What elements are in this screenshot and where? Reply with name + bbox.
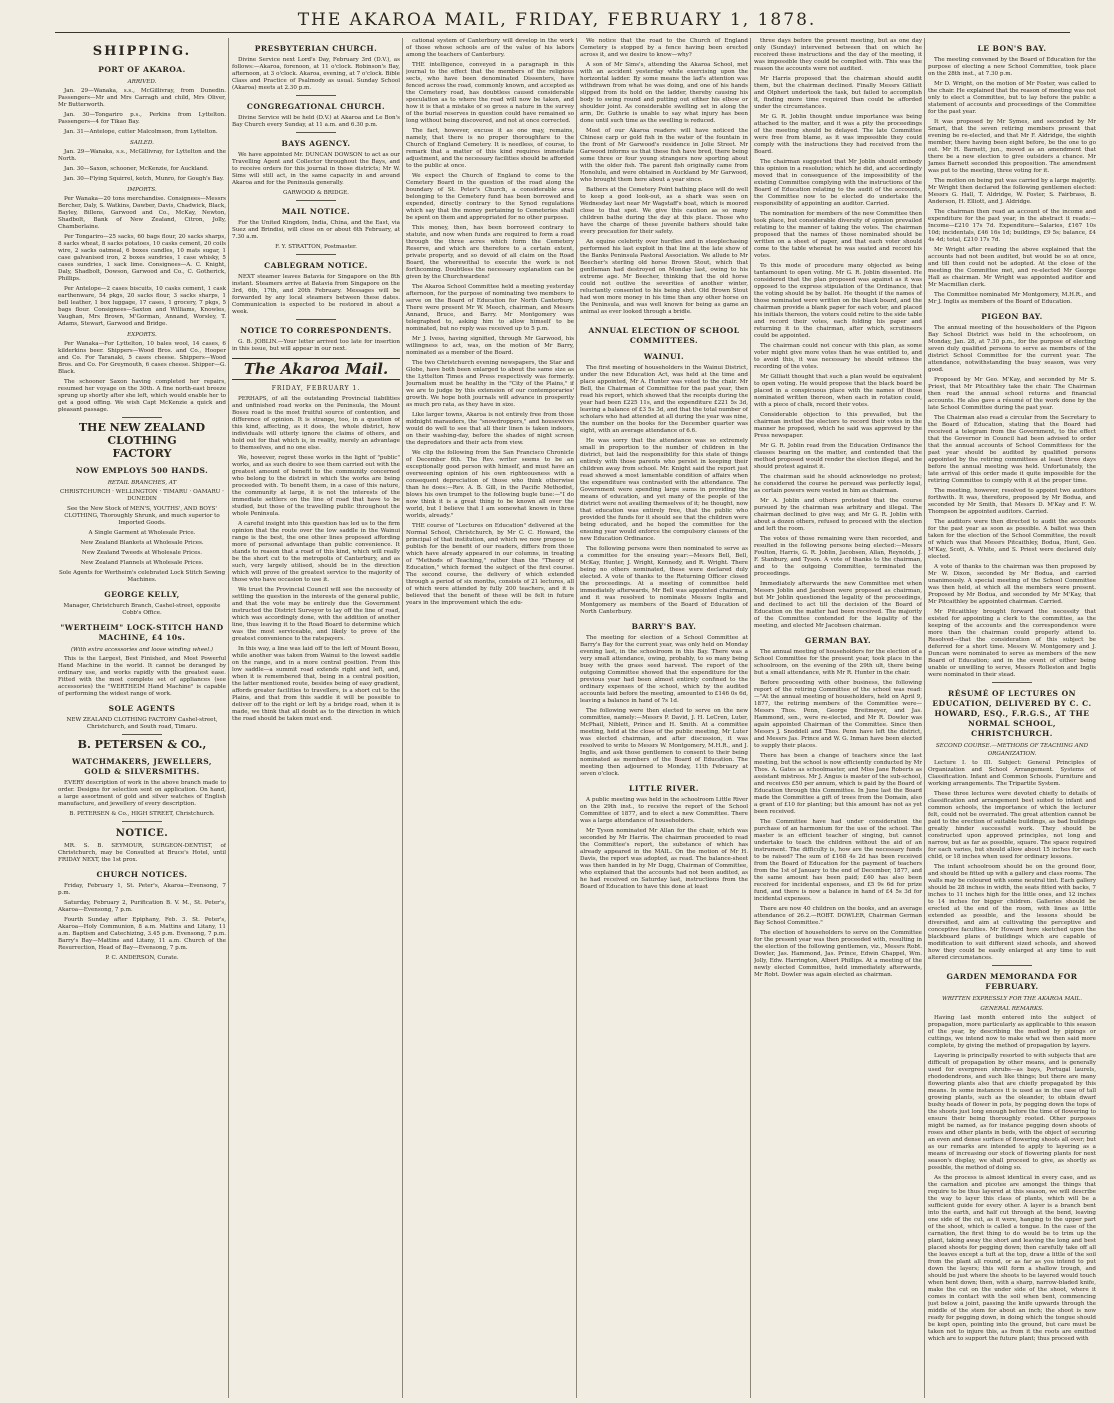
divider [296, 200, 336, 201]
sailed-heading: SAILED. [130, 140, 154, 146]
sailed-entry: Jan. 30—Saxon, schooner, McKenzie, for Auckland. [64, 166, 209, 172]
presbyterian-text: Divine Service next Lord's Day, February 3rd (D.V.), as follows:—Akaroa, forenoon, at 11 o'clock. Robinson's Bay, afternoon, at 3 o'clock. Akaroa, evening, at 7 o'clock. Bible Class and Practice of Psalmody as usual. Sunday School (Akaroa) meets at 2.30 p.m. [232, 57, 400, 91]
clothing-ad-subtitle: FACTORY [112, 447, 172, 460]
article-paragraph: The meeting, however, resolved to appoint two auditors forthwith. It was, therefore, proposed by Mr Bodua, and seconded by Mr Smith, that Messrs D. M'Kay and F. W. Thompson be appointed auditors. Carried. [928, 488, 1096, 515]
mail-text: For the United Kingdom, India, China, and the East, via Suez and Brindisi, will close on or about 6th February, at 7.30 a.m. [232, 220, 400, 240]
divider [296, 319, 336, 320]
pigeon-bay-heading: PIGEON BAY. [981, 312, 1043, 321]
divider [296, 254, 336, 255]
clothing-ad-agents: Sole Agents for Wertheim's celebrated Lock Stitch Sewing Machines. [58, 570, 226, 583]
article-paragraph: The chairman could not concur with this plan, as some voter might give more votes than he was entitled to, and to avoid this, it was necessary he should witness the recording of the votes. [754, 343, 922, 370]
congregational-heading: CONGREGATIONAL CHURCH. [246, 102, 386, 111]
article-paragraph: Mr G. R. Joblin read from the Education Ordinance the clauses bearing on the matter, and contended that the method proposed would render the election illegal, and he should protest against it. [754, 443, 922, 470]
imports-entry: Per Antelope—2 cases biscuits, 10 casks cement, 1 cask earthenware, 54 pkgs, 20 sacks flour, 3 sacks sharps, 1 bell leather, 1 box luggage, 17 cases, 1 grocery, 7 pkgs, 5 bags flour. Consignees—Saxton and Williams, Knowles, Vaughan, Mrs Brown, M'Gorman, Annand, Worsley, T. Adams, Stewart, Garwood and Bridge. [58, 286, 226, 327]
article-paragraph: The votes of those remaining were then recorded, and resulted in the following persons being elected:—Messrs Foulton, Harris, G. R. Joblin, Jacobsen, Allan, Reynolds, J. F. Stanbury, and Tyson. A vote of thanks to the chairman, and to the outgoing Committee, terminated the proceedings. [754, 536, 922, 577]
article-paragraph: The following were then elected to serve on the new committee, namely:—Messrs P. David, J. H. LeCren, Luter, McPhail, Niblett, Prince and H. Smith. At a committee meeting, held at the close of the public meeting, Mr Luter was elected chairman, and after discussion, it was resolved to write to Messrs W. Montgomery, M.H.R., and J. Inglis, and ask those gentlemen to consent to their being nominated as members of the Board of Education. The meeting then adjourned to Monday, 11th February at seven o'clock. [580, 708, 748, 777]
church-sign: P. C. ANDERSON, Curate. [105, 955, 179, 961]
editorial-paragraph: We, however, regret these works in the light of "public" works, and as such desire to see them carried out with the greatest amount of benefit to the community concerned who belong to the district in which the works are being proceeded with. To benefit them, in a case of this nature, the community at large, it is not the interests of the immediate settlers on the line of road that have to be studied, but those of the travelling public throughout the whole Peninsula. [232, 455, 400, 517]
article-paragraph: Mr Harris proposed that the chairman should audit them, but the chairman declined. Finally Messrs Gilliatt and Olphert undertook the task, but failed to accomplish it, finding more time required than could be afforded under the circumstances. [754, 76, 922, 110]
article-paragraph: The first meeting of householders in the Wainui District, under the new Education Act, was held at the time and place appointed, Mr A. Hunter was voted to the chair. Mr Bell, the Chairman of Committee for the past year, then read his report, which showed that the receipts during the year had been £225 11s, and the expenditure £221 5s 3d, leaving a balance of £3 5s 3d, and that the total number of scholars who had attended at all during the year was nine, the number on the books for the December quarter was eight, with an average attendance of 6.6. [580, 365, 748, 434]
petersen-ad-sign: B. PETERSEN & Co., HIGH STREET, Christchurch. [69, 811, 215, 817]
article-paragraph: Having last month entered into the subject of propagation, more particularly as applicable to this season of the year, by describing the method by pipings or cuttings, we intend now to make what we then said more complete, by giving the method of propagation by layers. [928, 1015, 1096, 1049]
article-paragraph: Mr Tyson nominated Mr Allan for the chair, which was seconded by Mr Harris. The chairman proceeded to read the Committee's report, the substance of which has already appeared in the MAIL. On the motion of Mr H. Davis, the report was adopted, as read. The balance-sheet was then handed in by Mr Dugg, Chairman of Committee, who explained that the accounts had not been audited, as he had received on Saturday last, instructions from the Board of Education to have this done at least [580, 828, 748, 890]
article-paragraph: cational system of Canterbury will develop in the work of those whose schools are of the value of his labors among the teachers of Canterbury. [406, 38, 574, 58]
column-4 [580, 38, 748, 1398]
dateline: FRIDAY, FEBRUARY 1. [271, 385, 361, 392]
garden-heading: GARDEN MEMORANDA FOR FEBRUARY. [946, 972, 1078, 991]
article-paragraph: To this mode of procedure many objected as being tantamount to open voting. Mr G. R. Joblin dissented. He considered that the plan proposed was against as it was opposed to the express stipulation of the Ordinance, that the voting should be by ballot. He thought if the names of those nominated were written on the black board, and the chairman provide a blank paper for each voter, and placed his initials thereon, the voters could retire to the side table and record their votes, each folding his paper and returning it to the chairman, after which, scrutineers could be appointed. [754, 263, 922, 339]
resume-subheading: SECOND COURSE.—METHODS OF TEACHING AND ORGANIZATION. [935, 743, 1089, 757]
article-paragraph: Mr D. Wright, on the motion of Mr Foster, was called to the chair. He explained that the reason of meeting was not only to elect a Committee, but to lay before the public a statement of accounts and proceedings of the Committee for the past year. [928, 81, 1096, 115]
column-2 [232, 38, 400, 1398]
article-paragraph: Mr Wright after reading the above explained that the accounts had not been audited, but would be so at once, and till then could not be adopted. At the close of the meeting the Committee met, and re-elected Mr George Hall as chairman. Mr Wright was appointed auditor and Mr Macmillan clerk. [928, 247, 1096, 288]
clothing-ad-address: Manager, Christchurch Branch, Cashel-street, opposite Cobb's Office. [63, 603, 221, 616]
article-paragraph: The Committee nominated Mr Montgomery, M.H.R., and Mr J. Inglis as members of the Board of Education. [928, 292, 1096, 305]
article-paragraph: The nomination for members of the new Committee then took place, but considerable diversity of opinion prevailed relating to the manner of taking the votes. The chairman proposed that the names of those nominated should be written on a sheet of paper, and that each voter should come to the table whereat he was seated and record his votes. [754, 211, 922, 259]
garden-subheading: WRITTEN EXPRESSLY FOR THE AKAROA MAIL. [941, 996, 1083, 1002]
article-paragraph: Proposed by Mr Geo. M'Kay, and seconded by Mr S. Priest, that Mr Pitcaithley take the chair. The Chairman then read the annual school returns and financial accounts. He also gave a résumé of the work done by the late School Committee during the past year. [928, 377, 1096, 411]
article-paragraph: The following persons were then nominated to serve as a committee for the ensuing year:—Messrs Bell, Bell, McKay, Hunter, J. Wright, Kennedy, and R. Wright. There being no others nominated, these were declared duly elected. A vote of thanks to the Returning Officer closed the proceedings. At a meeting of committee held immediately afterwards, Mr Bell was appointed chairman, and it was resolved to nominate Messrs Inglis and Montgomery as members of the Board of Education of North Canterbury. [580, 546, 748, 615]
article-paragraph: We notice that the road to the Church of England Cemetery is stopped by a fence having been erected across it, and we desire to know—why? [580, 38, 748, 58]
article-paragraph: An equine celebrity over hurdles and in steeplechasing performed his last exploit in that line at the late show of the Banks Peninsula Pastoral Association. We allude to Mr Beecher's sterling old horse Brown Stout, which that gentleman had destroyed on Monday last, owing to his extreme age. Mr Beecher, thinking that the old horse could not outlive the severities of another winter, reluctantly consented to his being shot. Old Brown Stout had won more money in his time than any other horse on the Peninsula, and was well known for being as game an animal as ever looked through a bridle. [580, 239, 748, 315]
clothing-ad-employs: NOW EMPLOYS 500 HANDS. [75, 466, 209, 475]
clothing-ad-stock: See the New Stock of MEN'S, YOUTHS', AND BOYS' CLOTHING, Thoroughly Shrunk, and much superior to Imported Goods. [64, 506, 220, 526]
imports-entry: Per Tongariro—25 sacks, 60 bags flour, 20 sacks sharps, 8 sacks wheat, 8 sacks potatoes, 10 casks cement, 20 coils wire, 2 sacks oatmeal, 6 boxes candles, 10 mats sugar, 1 case galvanised iron, 2 boxes sundries, 1 case whisky, 5 cases sundries, 1 sack lime. Consignees—A. C. Knight, Daly, Shadbolt, Dowson, Garwood and Co., C. Gotherick, Phillips. [58, 234, 226, 282]
article-paragraph: He was sorry that the attendance was so extremely small in proportion to the number of children in the district, but laid the responsibility for this state of things entirely with those parents who persist in keeping their children away from school. Mr. Knight said the report just read showed a most lamentable condition of affairs when the expenditure was contrasted with the attendance. The Government were spending large sums in providing the means of education, and yet many of the people of the district were not availing themselves of it; he thought, now that education was entirely free, that the public who provided the funds for it should see that the children were being educated, and he hoped the committee for the ensuing year would enforce the compulsory clauses of the new Education Ordinance. [580, 438, 748, 542]
article-paragraph: The Committee have had under consideration the purchase of an harmonium for the use of the school. The master is an efficient teacher of singing, but cannot undertake to teach the children without the aid of an instrument. The difficulty is, how are the necessary funds to be raised? The sum of £168 4s 2d has been received from the Board of Education for the payment of teachers from the 1st of January to the end of December, 1877, and the same amount has been paid; £40 has also been received for incidental expenses, and £5 9s 6d for prize fund, and there is now a balance in hand of £4 5s 3d for incidental expenses. [754, 819, 922, 902]
clothing-ad-line: New Zealand Blankets at Wholesale Prices. [80, 540, 204, 546]
article-paragraph: Most of our Akaroa readers will have noticed the Chinese carp or gold fish in the water of the fountain in the front of Mr Garwood's residence in Jolie Street. Mr Garwood informs us that these fish have bred, there being some three or four young strangers now sporting about with the older fish. The parent fish originally came from Honolulu, and were obtained in Auckland by Mr Garwood, who brought them here about a year since. [580, 128, 748, 183]
le-bons-bay-heading: LE BON'S BAY. [977, 44, 1047, 53]
article-paragraph: Mr G. R. Joblin thought undue importance was being attached to the matter, and it was a pity the proceedings of the meeting should be delayed. The late Committee were free from blame, as it was impossible they could comply with the instructions they had received from the Board. [754, 114, 922, 155]
shipping-note: The schooner Saxon having completed her repairs, resumed her voyage on the 30th. A fine north-east breeze sprung up shortly after she left, which would enable her to get a good offing. We wish Capt McKenzie a quick and pleasant passage. [58, 379, 226, 413]
article-paragraph: The chairman suggested that Mr Joblin should embody this opinion in a resolution; which he did, and accordingly moved that in consequence of the impossibility of the existing Committee complying with the instructions of the Board of Education relating to the audit of the accounts, the Committee now to be elected do undertake the responsibility of appointing an auditor. Carried. [754, 159, 922, 207]
divider [122, 417, 162, 418]
annual-election-heading: ANNUAL ELECTION OF SCHOOL COMMITTEES. [588, 326, 740, 345]
arrived-entry: Jan. 29—Wanaka, s.s., McGillivray, from Dunedin. Passengers—Mr and Mrs Carragh and child, Mrs Oliver, Mr Butterworth. [58, 88, 226, 108]
article-paragraph: Immediately afterwards the new Committee met when Messrs Joblin and Jacobson were proposed as chairman, but Mr Joblin questioned the legality of the proceedings, and declined to act till the decision of the Board of Education on the matter had been received. The majority of the Committee contended for the legality of the meeting, and elected Mr Jacobsen chairman. [754, 581, 922, 629]
article-paragraph: The chairman said he should acknowledge no protest; he considered the course he persued was perfectly legal, as certain powers were vested in him as chairman. [754, 474, 922, 494]
petersen-ad-subtitle: WATCHMAKERS, JEWELLERS, GOLD & SILVERSMITHS. [71, 757, 213, 776]
article-paragraph: Considerable objection to this prevailed, but the chairman invited the electors to record their votes in the manner he proposed, which he said was approved by the Press newspaper. [754, 412, 922, 439]
bays-sign: GARWOOD & BRIDGE. [283, 190, 349, 196]
presbyterian-heading: PRESBYTERIAN CHURCH. [254, 44, 378, 53]
wertheim-ad-text: This is the Largest, Best Finished, and Most Powerful Hand Machine in the world. It cannot be deranged by ordinary use, and works rapidly with the greatest ease. Fitted with the most complete set of appliances (see accessories) the "WERTHEIM Hand Machine" is capable of performing the widest range of work. [58, 656, 226, 697]
editorial-paragraph: In this way, a line was laid off to the left of Mount Bossu, while another was taken from Wainui to the lowest saddle on the range, and in a more central position. From this low saddle—a summit road extends right and left, and, when it is remembered that, being in a central position, the latter mentioned route, besides being of easy gradient, affords greater facilities to travellers, is a short cut to the Plains, and that from this saddle it will be possible to deliver off to the right or left by a bridge road, when it is made, we think that all doubt as to the direction in which the road should be taken must end. [232, 646, 400, 722]
wertheim-ad-sub: (With extra accessories and loose winding wheel.) [70, 647, 214, 653]
article-paragraph: These three lectures were devoted chiefly to details of classification and arrangement best suited to infant and common schools, the importance of which the lecturer felt, could not be overrated. The great attention cannot be paid to the erection of suitable buildings, as bad buildings greatly hinder successful work. They should be constructed upon approved principles, not long and narrow, but as far as possible, square. The space required for each varies, but should allow about 15 inches for each child, or 18 inches when used for ordinary lessons. [928, 791, 1096, 860]
article-paragraph: The meeting convened by the Board of Education for the purpose of electing a new School Committee, took place on the 28th inst., at 7.30 p.m. [928, 57, 1096, 77]
article-paragraph: As the process is almost identical in every case, and as the carnation and picotee are amongst the things that require to be thus layered at this season, we will describe the way to layer this class of plants, which will be a sufficient guide for every other. A layer is a branch bent into the earth, and half cut through at the bend, leaving one side of the cut, as it were, hanging to the upper part of the shoot, which is called a tongue. In the case of the carnation, the first thing to do would be to trim up the plant, taking away the short and leaving the long and best placed shoots for pegging down; then carefully take off all the leaves except a tuft at the top, draw a little of the soil from the plant all round, or as far as you intend to put down the layers; this will form a shallow trough, and should be just where the shoots to be layered would touch when bent down; then, with a sharp, narrow-bladed knife, make the cut on the under side of the shoot, where it comes in contact with the soil when bent, commencing just below a joint, passing the knife upwards through the middle of the stem for about an inch; the shoot is now ready for pegging down, in doing which the tongue should be kept open, pointing into the ground, but care must be taken not to injure this, as from it the roots are emitted which are to support the future plant; thus proceed with [928, 1175, 1096, 1342]
garden-general-heading: GENERAL REMARKS. [980, 1006, 1044, 1012]
sailed-entry: Jan. 30—Flying Squirrel, ketch, Munro, for Gough's Bay. [64, 176, 224, 182]
column-rule [402, 38, 403, 1398]
wertheim-ad-title: "WERTHEIM" LOCK-STITCH HAND MACHINE, £4 10s. [60, 623, 224, 642]
divider [122, 821, 162, 822]
imports-entry: Per Wanaka—20 tons merchandise. Consignees—Messrs Bercher, Daly, S. Watkins, Dawber, Davis, Chadwick, Black, Bayley, Billens, Garwood and Co., McKay, Newton, Shadbolt, Bank of New Zealand, Citron, Jolly, Chamberlaine. [58, 196, 226, 230]
mail-heading: MAIL NOTICE. [281, 207, 351, 216]
mail-sign: F. Y. STRATTON, Postmaster. [275, 244, 357, 250]
shipping-heading: SHIPPING. [92, 44, 192, 59]
clothing-ad-title: THE NEW ZEALAND CLOTHING [78, 421, 206, 447]
article-paragraph: The two Christchurch evening newspapers, the Star and Globe, have both been enlarged to about the same size as the Lyttelton Times and Press respectively was formerly. Journalism must be healthy in the "City of the Plains," if we are to judge by this extension of our contemporaries' growth. We hope both journals will advance in prosperity as much pro rata, as they have in size. [406, 360, 574, 408]
arrived-entry: Jan. 31—Antelope, cutter Malcolmson, from Lyttelton. [64, 129, 218, 135]
article-paragraph: It was proposed by Mr Symes, and seconded by Mr Smart, that the seven retiring members present that evening be re-elected, and that Mr F. Aldridge, the eighth member, there having been eight before, be the one to go out. Mr H. Barnett, jun., moved as an amendment that there be a new election to give outsiders a chance. Mr James Barnett seconded this proposition. The amendment was put to the meeting, three voting for it. [928, 119, 1096, 174]
article-paragraph: The Akaroa School Committee held a meeting yesterday afternoon, for the purpose of nominating two members to serve on the Board of Education for North Canterbury. There were present Mr W. Meech, chairman, and Messrs Annand, Bruce, and Barry. Mr Montgomery was telegraphed to, asking him to allow himself to be nominated, but no reply was received up to 5 p.m. [406, 284, 574, 332]
exports-entry: Per Wanaka—For Lyttelton, 10 bales wool, 14 cases, 6 kilderkins beer. Shippers—Wood Bros. and Co., Hooper and Co. For Taranaki, 5 cases cheese. Shippers—Wood Bros. and Co. For Greymouth, 6 cases cheese. Shipper—G. Black. [58, 341, 226, 375]
masthead: THE AKAROA MAIL, FRIDAY, FEBRUARY 1, 1878. [297, 10, 817, 30]
arrived-entry: Jan. 30—Tongariro p.s., Perkins from Lyttelton. Passengers—4 for Tikao Bay. [58, 112, 226, 125]
article-paragraph: Mr A. Joblin and others protested that the course pursued by the chairman was arbitrary and illegal. The chairman declined to give way, and Mr G. R. Joblin with about a dozen others, refused to proceed with the election and left the room. [754, 498, 922, 532]
church-heading: CHURCH NOTICES. [96, 870, 188, 879]
article-paragraph: Mr J. Ivess, having signified, through Mr Garwood, his willingness to act, was, on the motion of Mr Barry, nominated as a member of the Board. [406, 336, 574, 356]
petersen-ad-text: EVERY description of work in the above branch made to order. Designs for selection sent on application. On hand, a large assortment of gold and silver watches of English manufacture, and jewellery of every description. [58, 780, 226, 807]
petersen-ad-title: B. PETERSEN & CO., [77, 738, 207, 751]
column-rule [576, 38, 577, 1398]
clothing-ad-manager: GEORGE KELLY, [104, 590, 180, 599]
divider [296, 132, 336, 133]
factory-address: NEW ZEALAND CLOTHING FACTORY Cashel-street, Christchurch, and South road, Timaru. [66, 717, 218, 730]
column-5 [754, 38, 922, 1398]
clothing-ad-line: New Zealand Flannels at Wholesale Prices. [80, 560, 204, 566]
clothing-ad-branches: CHRISTCHURCH · WELLINGTON · TIMARU · OAMARU · DUNEDIN [60, 489, 224, 502]
article-paragraph: The motion on being put was carried by a large majority. Mr Wright then declared the following gentlemen elected: Messrs G. Hall, T. Aldridge, W. Foster, S. Fairbrass, B. Anderson, H. Elliott, and J. Aldridge. [928, 178, 1096, 205]
little-river-heading: LITTLE RIVER. [629, 784, 699, 793]
correspondents-heading: NOTICE TO CORRESPONDENTS. [240, 326, 392, 335]
church-entry: Friday, February 1, St. Peter's, Akaroa—Evensong, 7 p.m. [58, 883, 226, 896]
article-paragraph: This money, then, has been borrowed contrary to statute, and now when funds are required to form a road through the three acres which form the Cemetery Reserve, and which are therefore to a certain extent, private property, and so devoid of all claim on the Road Board, the wherewithal to execute the work is not forthcoming. Doubtless the necessary explanation can be given by the Churchwardens! [406, 225, 574, 280]
divider [296, 95, 336, 96]
notice-text: MR. S. B. SEYMOUR, SURGEON-DENTIST, of Christchurch, may be Consulted at Bruce's Hotel, until FRIDAY NEXT, the 1st prox. [58, 843, 226, 863]
port-heading: PORT OF AKAROA. [98, 65, 186, 74]
german-bay-heading: GERMAN BAY. [804, 636, 872, 645]
imports-heading: IMPORTS. [127, 187, 157, 193]
article-paragraph: Lecture I. to III. Subject: General Principles of Organization and School Arrangement. Systems of Classification. Infant and Common Schools. Furniture and working arrangements. The Tripartite System. [928, 760, 1096, 787]
article-paragraph: A vote of thanks to the chairman was then proposed by Mr W. Dixon, seconded by Mr Bodua, and carried unanimously. A special meeting of the School Committee was then held, at which all the members were present. Proposed by Mr Bodua, and seconded by Mr M'Kay, that Mr Pitcaithley be appointed chairman. Carried. [928, 564, 1096, 605]
column-rule [228, 38, 229, 1398]
masthead-rule [55, 32, 1070, 33]
article-paragraph: The annual meeting of householders for the election of a School Committee for the present year, took place in the schoolroom, on the evening of the 29th ult, there being but a small attendance, with Mr R. Hunter in the chair. [754, 649, 922, 676]
editorial-paragraph: We trust the Provincial Council will see the necessity of settling the question in the interests of the general public, and that the vote may be entirely due the Government instructed the District Surveyor to lay off the line of road, which was accordingly done, with the addition of another line, thus leaving it to the Road Board to determine which was the most serviceable, and likely to prove of the greatest convenience to the ratepayers. [232, 587, 400, 642]
article-paragraph: The chairman then read an account of the income and expenditure for the past year, in the abstract it reads:—Income—£210 17s 7d. Expenditure—Salaries, £167 10s 10d; incidentals, £46 16s 1d; buildings, £9 5s; balance, £4 4s 4d; total, £210 17s 7d. [928, 209, 1096, 243]
arrived-heading: ARRIVED. [127, 79, 157, 85]
bays-text: We have appointed Mr. DUNCAN DOWSON to act as our Travelling Agent and Collector throughout the Bays, and to receive orders for this journal in those districts; Mr W. Sims will still act, in the same capacity in and around Akaroa and for the Peninsula generally. [232, 152, 400, 186]
cable-text: NEXT steamer leaves Batavia for Singapore on the 8th instant. Steamers arrive at Batavia from Singapore on the 3rd, 6th, 17th, and 20th February. Messages will be forwarded by any local steamers between these dates. Communication is expected to be restored in about a week. [232, 274, 400, 315]
notice-heading: NOTICE. [115, 828, 169, 839]
clothing-ad-retail: RETAIL BRANCHES, AT [107, 480, 177, 486]
article-paragraph: A public meeting was held in the schoolroom Little River on the 29th inst., to receive the report of the School Committee of 1877, and to elect a new Committee. There was a large attendance of householders. [580, 797, 748, 824]
column-1 [58, 38, 226, 1398]
wainui-heading: WAINUI. [643, 352, 685, 361]
paper-title: The Akaroa Mail. [232, 358, 400, 380]
article-paragraph: We clip the following from the San Francisco Chronicle of December 6th. The Rev. writer seems to be an exceptionally good person with himself, and must have an overweening opinion of his own righteousness with a consequent depreciation of those who think otherwise than he does:—Rev. A. B. Gill, in the Pacific Methodist, blows his own trumpet to the following bugle tune:—"I do now think it is a great thing to be known all over the world, but I believe that I am somewhat known in three worlds, already." [406, 450, 574, 519]
clothing-ad-line: A Single Garment at Wholesale Price. [88, 530, 196, 536]
article-paragraph: A son of Mr Sims's, attending the Akaroa School, met with an accident yesterday while exercising upon the horizontal ladder. By some means the lad's attention was withdrawn from what he was doing, and one of his hands slipped from its hold on the ladder, thereby causing his body to swing round and putting out either his elbow or shoulder joint. As considerable swelling set in along the arm, Dr. Guthrie is unable to say what injury has been done until such time as the swelling is reduced. [580, 62, 748, 124]
bays-heading: BAYS AGENCY. [281, 139, 351, 148]
column-rule [750, 38, 751, 1398]
article-paragraph: The Chairman also read a circular from the Secretary to the Board of Education, stating that the Board had received a telegram from the Government, to the effect that the Governor in Council had been advised to order that the annual accounts of School Committees for the past year should be audited by qualified persons appointed by the retiring committees at least three days before the annual meeting was held. Unfortunately, the late arrival of this order made it quite impossible for the retiring Committee to comply with it at the proper time. [928, 415, 1096, 484]
column-6 [928, 38, 1096, 1398]
article-paragraph: There has been a change of teachers since the last meeting, but the school is now efficiently conducted by Mr Thos. A. Gates as schoolmaster, and Miss Jane Roberts as assistant mistress. Mr J. Angus is master of the sub-school, and receives £50 per annum, which is paid by the Board of Education through this Committee. In June last the Board made the Committee a gift of trees from the Domain, also a grant of £10 for planting; but this amount has not as yet been received. [754, 753, 922, 815]
article-paragraph: Bathers at the Cemetery Point bathing place will do well to keep a good look-out, as a shark was seen on Wednesday last near Mr Wagstaff's boat, which is moored close to that spot. We give this caution as so many children bathe during the day at this place. Those who have the charge of these juvenile bathers should take every precaution for their safety. [580, 187, 748, 235]
divider [644, 319, 684, 320]
clothing-ad-line: New Zealand Tweeds at Wholesale Prices. [81, 550, 203, 556]
article-paragraph: Mr Gilliatt thought that such a plan would be equivalent to open voting. He would propose that the black board be placed in a conspicuous place with the names of those nominated written thereon, when each in rotation could, with a piece of chalk, record their votes. [754, 374, 922, 408]
article-paragraph: The annual meeting of the householders of the Pigeon Bay School District was held in the schoolroom, on Monday, Jan. 28, at 7.30 p.m., for the purpose of electing seven duly qualified persons to serve as members of the district School Committee for the current year. The attendance, notwithstanding the busy season, was very good. [928, 325, 1096, 373]
church-entry: Fourth Sunday after Epiphany, Feb. 3. St. Peter's, Akaroa—Holy Communion, 8 a.m. Mattins and Litany, 11 a.m. Baptism and Catechizing, 3.45 p.m. Evensong, 7 p.m. Barry's Bay—Mattins and Litany, 11 a.m. Church of the Resurrection, Head of Bay—Evensong, 7 p.m. [58, 917, 226, 951]
divider [122, 734, 162, 735]
article-paragraph: Mr Pitcaithley brought forward the necessity that existed for appointing a clerk to the committee, as the keeping of the accounts and the correspondence were more than the chairman could properly attend to. Resolved—that the consideration of this subject be deferred for a short time. Messrs W. Montgomery and J. Duncan were nominated to serve as members of the new Board of Education; and in the event of either being unable or unwilling to serve, Messrs Rolleston and Inglis were nominated in their stead. [928, 609, 1096, 678]
column-rule [924, 38, 925, 1398]
sole-agents: SOLE AGENTS [108, 704, 176, 713]
church-entry: Saturday, February 2, Purification B. V. M., St. Peter's, Akaroa—Evensong, 7 p.m. [58, 900, 226, 913]
article-paragraph: The fact, however, excuse it as one may, remains, namely, that there is no proper thoroughfare to the Church of England Cemetery. It is needless, of course, to remark that a matter of this kind requires immediate adjustment, and the necessary facilities should be afforded to the public at once. [406, 128, 574, 169]
editorial-paragraph: A careful insight into this question has led us to the firm opinion that the route over the low saddle in the Wainui range is the best, the one other lines proposed affording more of personal advantage than public convenience. It stands to reason that a road of this kind, which will really be the short cut to the metropolis of Canterbury, and as such, very largely utilised, should be in the direction which will prove of the greatest service to the majority of those who have occasion to use it. [232, 521, 400, 583]
exports-heading: EXPORTS. [127, 332, 157, 338]
divider [992, 965, 1032, 966]
divider [992, 682, 1032, 683]
article-paragraph: three days before the present meeting, but as one day only (Sunday) intervened between that on which he received these instructions and the day of the meeting, it was impossible they could be complied with. This was the reason the accounts were not audited. [754, 38, 922, 72]
article-paragraph: There are now 40 children on the books, and an average attendance of 26.2.—ROBT. DOWLER, Chairman German Bay School Committee." [754, 906, 922, 926]
article-paragraph: Layering is principally resorted to with subjects that are difficult of propagation by other means, and is generally used for evergreen shrubs—as bays, Portugal laurels, rhododendrons, and such like things; but there are many flowering plants also that are chiefly propagated by this means. In some instances it is used as in the case of tall growing plants, such as the oleander, to obtain dwarf bushy heads of flower in pots, by pegging down the tops of the shoots just long enough before the time of flowering to ensure their being thoroughly rooted. Other purposes might be named, as for instance pegging down shoots of roses and other plants in beds, with the object of securing an even and dense surface of flowering shoots all over; but as our remarks are intended to apply to layering as a means of increasing our stock of flowering plants for next season's display, we shall proceed to give, as shortly as possible, the method of doing so. [928, 1053, 1096, 1171]
article-paragraph: The election of householders to serve on the Committee for the present year was then proceeded with, resulting in the election of the following gentlemen, viz., Messrs Robt. Dowler, Jas. Hammond, Jas. Prince, Edwin Chappel, Wm. Jolly, Edw. Harrington, Albert Phillips. At a meeting of the newly elected Committee, held immediately afterwards, Mr Robt. Dowler was again elected as chairman. [754, 930, 922, 978]
sailed-entry: Jan. 29—Wanaka, s.s., McGillivray, for Lyttelton and the North. [58, 149, 226, 162]
article-paragraph: Before proceeding with other business, the following report of the retiring Committee of the school was read:—"At the annual meeting of householders, held on April 9, 1877, the retiring members of the Committee were—Messrs Thos. Penn, George Breitmeyer, and Jas. Hammond, sen., were re-elected, and Mr R. Dowler was again appointed Chairman of the Committee. Since then Messrs J. Snoddell and Thos. Penn have left the district, and Messrs Jas. Prince and W. G. Inman have been elected to supply their places. [754, 680, 922, 749]
article-paragraph: THE course of "Lectures on Education" delivered at the Normal School, Christchurch, by Mr C. C. Howard, the principal of that institution, and which we now propose to publish for the benefit of our readers, differs from those which have already appeared in our columns, in treating of "Methods of Teaching," rather than the "Theory of Education," which formed the subject of the first course. The second course, the delivery of which extended through a period of six months, consists of 21 lectures, all of which were attended by fully 200 teachers, and it is believed that the benefit of these will be felt in future years in the improvement which the edu- [406, 523, 574, 606]
article-paragraph: Like larger towns, Akaroa is not entirely free from those midnight marauders, the "snowdroppers," and housewives would do well to see that all their linen is taken indoors, on their washing-day, before the shades of night screen the depredators and their acts from view. [406, 412, 574, 446]
congregational-text: Divine Service will be held (D.V.) at Akaroa and Le Bon's Bay Church every Sunday, at 11 a.m. and 6.30 p.m. [232, 115, 400, 128]
barrys-bay-heading: BARRY'S BAY. [631, 622, 697, 631]
article-paragraph: The auditors were then directed to audit the accounts for the past year as soon as possible. A ballot was then taken for the election of the School Committee, the result of which was that Messrs Pitcaithley, Bodua, Hunt, Geo. M'Kay, Scott, A. White, and S. Priest were declared duly elected. [928, 519, 1096, 560]
article-paragraph: THE intelligence, conveyed in a paragraph in this journal to the effect that the members of the religious sects, who have been denominated Dissenters, have fenced across the road, commonly known, and accepted as the Cemetery road, has doubtless caused considerable speculation as to where the road will now be taken, and how it is that a mistake of so gross a nature in the survey of the burial reserves in question could have remained so long without being discovered, and not at once corrected. [406, 62, 574, 124]
correspondents-text: G. B. JOBLIN.—Your letter arrived too late for insertion in this issue, but will appear in our next. [232, 339, 400, 352]
article-paragraph: We expect the Church of England to come to the Cemetery Board in the question of the road along the boundary of St. Peter's Church, a considerable area belonging to the Cemetery fund has been borrowed and expended, directly contrary to the Synod regulations which say that the money pertaining to Cemeteries shall be spent on them and appropriated for no other purpose. [406, 173, 574, 221]
resume-heading: RÉSUMÉ OF LECTURES ON EDUCATION, DELIVERED BY C. C. HOWARD, ESQ., F.R.G.S., AT THE NORMAL SCHOOL, CHRISTCHURCH. [932, 689, 1092, 738]
article-paragraph: The meeting for election of a School Committee at Barry's Bay for the current year, was only held on Monday evening last, in the schoolroom in this Bay. There was a very small attendance, owing, probably, to so many being busy with the grass seed harvest. The report of the outgoing Committee showed that the expenditure for the previous year had been almost entirely confined to the ordinary expenses of the school, which by the audited accounts laid before the meeting, amounted to £146 0s 6d, leaving a balance in hand of 7s 1d. [580, 635, 748, 704]
cable-heading: CABLEGRAM NOTICE. [264, 261, 368, 270]
article-paragraph: The infant schoolroom should be on the ground floor, and should be fitted up with a gallery and class rooms. The walls may be coloured with some neutral tint. Each gallery should be 28 inches in width, the seats fitted with backs, 7 inches to 11 inches high for the little ones, and 12 inches to 14 inches for bigger children. Galleries should be erected at the end of the room, with lines as little extended as possible, and the lessons should be diversified, and aim at cultivating the perceptive and conceptive faculties. Mr Howard here sketched upon the blackboard plans of buildings which are capable of modification to suit different sized schools, and showed how they could be easily enlarged at any time to suit altered circumstances. [928, 864, 1096, 961]
editorial-paragraph: PERHAPS, of all the outstanding Provincial liabilities and unfinished road works on the Peninsula, the Mount Bossu road is the most fruitful source of contention, and difference of opinion. It is strange, too, in a question of this kind, affecting, as it does, the whole district, how individuals will utterly ignore the claims of others, and hold out for that which is, in reality, merely an advantage to themselves, and no one else. [232, 396, 400, 451]
column-3 [406, 38, 574, 1398]
